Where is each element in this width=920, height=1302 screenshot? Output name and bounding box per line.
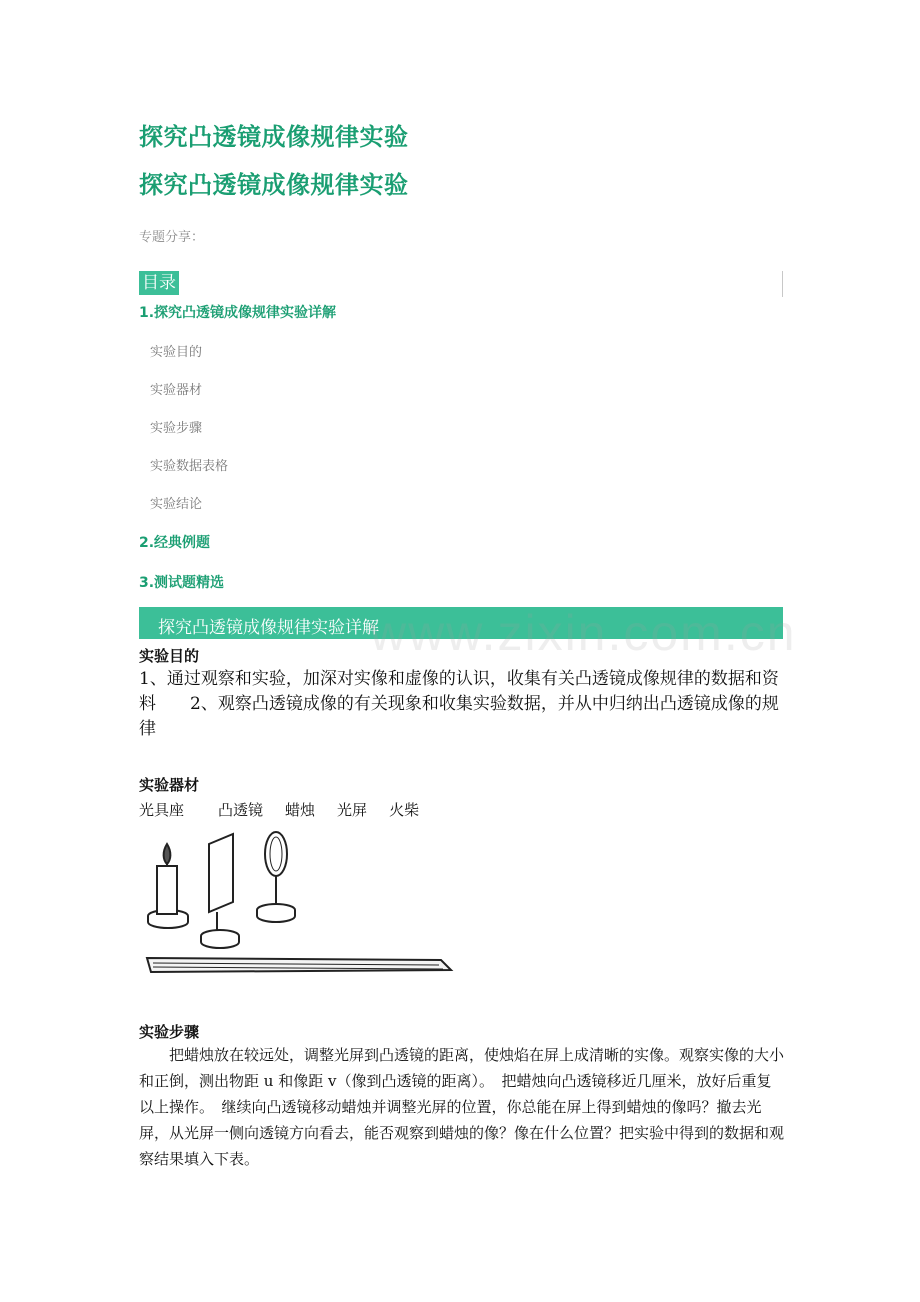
toc-link-data-table[interactable]: 实验数据表格 [150,459,229,474]
toc-link-conclusion[interactable]: 实验结论 [150,497,203,512]
section-banner-title: 探究凸透镜成像规律实验详解 [158,618,379,638]
material-item: 光具座 [139,801,185,819]
topic-share-label: 专题分享： [139,230,205,245]
document-title-repeat: 探究凸透镜成像规律实验 [139,171,409,199]
toc-divider [782,271,783,297]
steps-text: 把蜡烛放在较远处，调整光屏到凸透镜的距离，使烛焰在屏上成清晰的实像。观察实像的大小和正倒，测出物距 u 和像距 v（像到凸透镜的距离）。 把蜡烛向凸透镜移近几厘米，放好后重复以上操作。 继续向凸透镜移动蜡烛并调整光屏的位置，你总能在屏上得到蜡烛的像吗？撤去光屏，从光屏一侧向透镜方向看去，能否观察到蜡烛的像？像在什么位置？把实验中得到的数据和观察结果填入下表。 [139,1046,785,1168]
toc-link-section-2[interactable]: 2.经典例题 [139,535,211,551]
material-item: 光屏 [337,801,368,819]
material-item: 凸透镜 [218,801,264,819]
apparatus-illustration [139,826,455,978]
material-item: 火柴 [389,801,420,819]
light-screen-icon [201,834,239,948]
toc-link-section-3[interactable]: 3.测试题精选 [139,575,225,591]
toc-link-purpose[interactable]: 实验目的 [150,345,203,360]
document-title: 探究凸透镜成像规律实验 [139,123,409,151]
toc-link-materials[interactable]: 实验器材 [150,383,203,398]
materials-heading: 实验器材 [139,776,200,794]
toc-header: 目录 [139,271,179,295]
toc-link-steps[interactable]: 实验步骤 [150,421,203,436]
convex-lens-icon [257,832,295,922]
materials-list [139,797,785,823]
purpose-heading: 实验目的 [139,647,200,665]
toc-link-section-1[interactable]: 1.探究凸透镜成像规律实验详解 [139,305,337,321]
purpose-text: 1、通过观察和实验，加深对实像和虚像的认识，收集有关凸透镜成像规律的数据和资料 2、观察凸透镜成像的有关现象和收集实验数据，并从中归纳出凸透镜成像的规律 [139,669,779,739]
candle-icon [148,844,188,928]
steps-heading: 实验步骤 [139,1023,200,1041]
optical-bench-rail [147,958,451,972]
watermark: www.zixin.com.cn [370,605,797,661]
material-item: 蜡烛 [285,801,316,819]
